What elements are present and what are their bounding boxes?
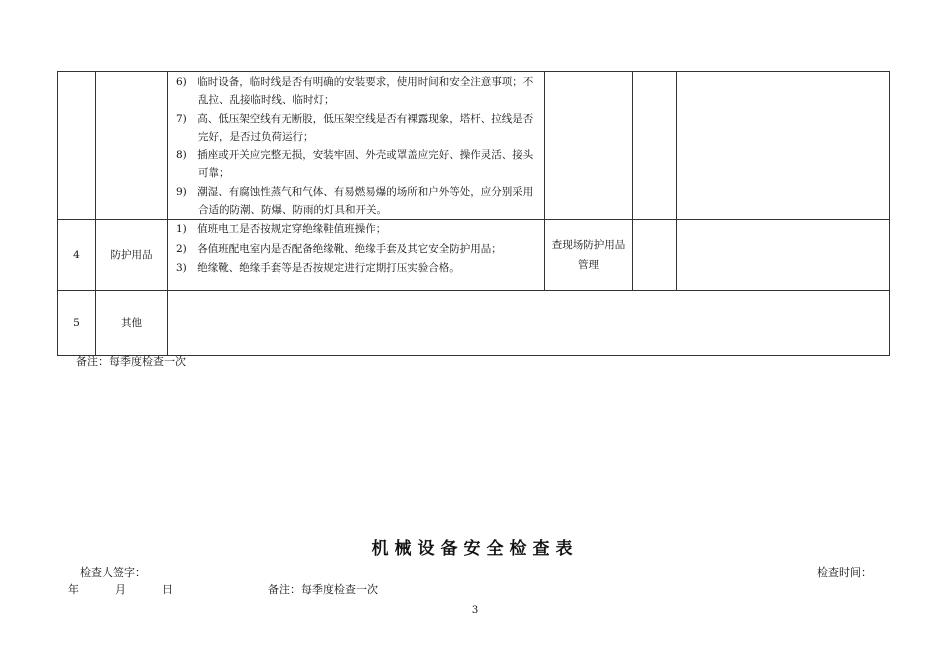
list-item: 8) 插座或开关应完整无损，安装牢固、外壳或罩盖应完好、操作灵活、接头可靠； [176,149,534,180]
remark-cell [677,220,890,291]
content-cell [168,72,545,220]
method-cell [545,72,633,220]
list-item: 6) 临时设备，临时线是否有明确的安装要求，使用时间和安全注意事项；不乱拉、乱接临时线、临时灯； [176,76,534,107]
list-item: 9) 潮湿、有腐蚀性蒸气和气体、有易燃易爆的场所和户外等处，应分别采用合适的防潮、防爆、防雨的灯具和开关。 [176,185,534,217]
date-day-label: 日 [162,583,173,596]
date-year-label: 年 [68,583,79,596]
page-number: 3 [471,605,479,616]
content-cell [168,220,545,291]
category-cell [96,72,168,220]
result-cell [633,72,677,220]
row-number: 5 [58,291,96,356]
list-item: 7) 高、低压架空线有无断股，低压架空线是否有裸露现象，塔杆、拉线是否完好，是否过负荷运行； [176,112,534,143]
merged-content-cell [168,291,890,356]
number-cell [58,72,96,220]
table-note: 备注：每季度检查一次 [76,355,186,368]
list-item: 1) 值班电工是否按规定穿绝缘鞋值班操作； [176,223,387,236]
remark-cell [677,72,890,220]
table-row [58,72,890,220]
row-category: 防护用品 [96,220,168,291]
check-time-label: 检查时间： [817,566,872,579]
inspector-signature-label: 检查人签字： [80,566,146,579]
form-title: 机械设备安全检查表 [371,539,579,559]
list-item: 2) 各值班配电室内是否配备绝缘靴、绝缘手套及其它安全防护用品； [176,242,502,255]
form-note: 备注：每季度检查一次 [268,583,378,596]
result-cell [633,220,677,291]
table-row [58,220,890,291]
table-row [58,291,890,356]
row-method: 查现场防护用品管理 [545,220,633,291]
inspection-table [57,71,890,356]
row-number: 4 [58,220,96,291]
list-item: 3) 绝缘靴、绝缘手套等是否按规定进行定期打压实验合格。 [176,262,460,275]
row-category: 其他 [96,291,168,356]
date-month-label: 月 [115,583,126,596]
